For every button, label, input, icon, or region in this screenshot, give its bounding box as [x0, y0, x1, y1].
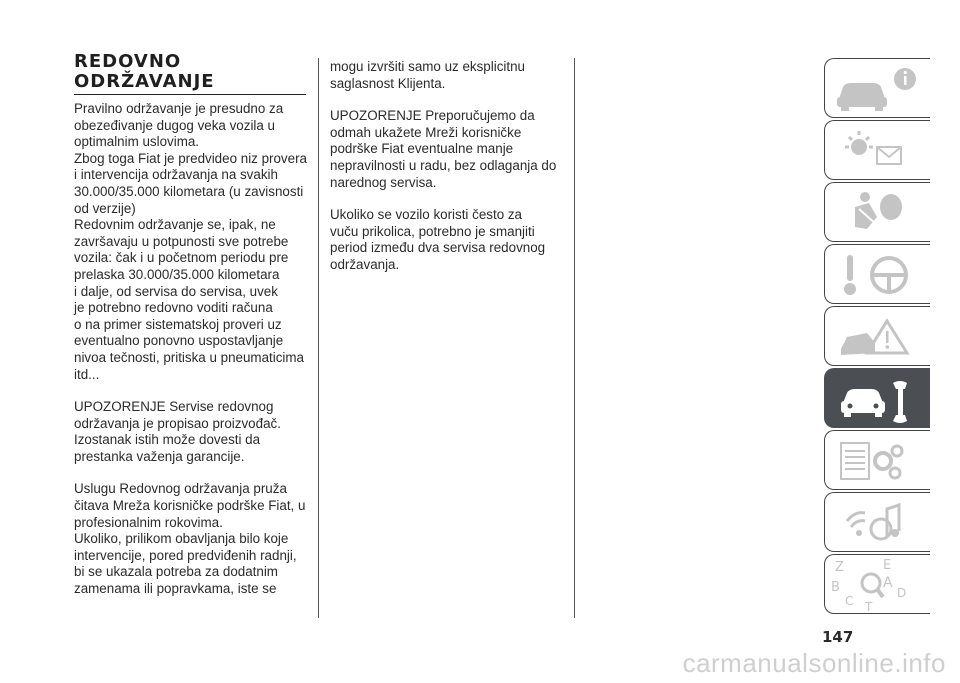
text-column-left — [74, 101, 310, 598]
column-divider — [574, 58, 575, 618]
section-heading: REDOVNO ODRŽAVANJE — [74, 52, 306, 95]
car-wrench-icon — [825, 369, 931, 429]
specs-gear-icon — [825, 431, 931, 491]
index-letter: E — [883, 558, 892, 573]
tab-car-info[interactable] — [824, 58, 930, 118]
warning-paragraph: UPOZORENJE Preporučujemo da odmah ukažete Mreži korisničke podrške Fiat eventualne manje nepravilnosti u radu, bez odlaganja do narednog servisa. — [330, 108, 557, 190]
tab-starting-driving[interactable] — [824, 244, 930, 304]
tab-maintenance[interactable] — [824, 368, 930, 428]
tab-multimedia[interactable] — [824, 492, 930, 552]
index-letter: B — [831, 580, 840, 595]
text-column-middle — [330, 59, 566, 274]
paragraph: Uslugu Redovnog održavanja pruža čitava Mreža korisničke podrške Fiat, u profesionalnim rokovima. Ukoliko, prilikom obavljanja bilo koje intervencije, pored predviđenih radnji, bi se ukazala potreba za dodatnim zamenama ili popravkama, iste se — [74, 481, 306, 597]
multimedia-icon — [825, 493, 931, 553]
tab-technical-data[interactable] — [824, 430, 930, 490]
index-letter: D — [897, 586, 907, 600]
paragraph: Ukoliko se vozilo koristi često za vuču prikolica, potrebno je smanjiti period između dva servisa redovnog održavanja. — [330, 207, 546, 272]
index-letters-icon — [825, 555, 931, 615]
warning-lights-icon — [825, 121, 931, 181]
column-divider — [318, 58, 319, 618]
index-letter: Z — [835, 560, 844, 575]
car-emergency-icon — [825, 307, 931, 367]
tab-safety[interactable] — [824, 182, 930, 242]
airbag-seat-icon — [825, 183, 931, 243]
page-number: 147 — [822, 628, 854, 646]
index-letter: C — [845, 594, 854, 608]
key-steering-wheel-icon — [825, 245, 931, 305]
watermark: carmanualsonline.info — [682, 648, 946, 678]
tab-index[interactable] — [824, 554, 930, 614]
paragraph: Pravilno održavanje je presudno za obezeđivanje dugog veka vozila u optimalnim uslovima. Zbog toga Fiat je predvideo niz provera i intervencija održavanja na svakih 30.000/35.000 kilometara (u zavisnosti od verzije) Redovnim održavanje se, ipak, ne završavaju u potpunosti sve potrebe vozila: čak i u početnom periodu pre prelaska 30.000/35.000 kilometara i dalje, od servisa do servisa, uvek je potrebno redovno voditi računa o na primer sistematskoj proveri uz eventualno ponovno uspostavljanje nivoa tečnosti, pritiska u pneumaticima itd... — [74, 101, 307, 382]
warning-paragraph: UPOZORENJE Servise redovnog održavanja je propisao proizvođač. Izostanak istih može dovesti da prestanka važenja garancije. — [74, 399, 281, 464]
index-letter: A — [883, 575, 893, 591]
paragraph: mogu izvršiti samo uz eksplicitnu saglasnost Klijenta. — [330, 59, 525, 91]
car-info-icon — [825, 59, 931, 119]
tab-emergency[interactable] — [824, 306, 930, 366]
tab-warning-lights[interactable] — [824, 120, 930, 180]
index-letter: T — [865, 600, 873, 614]
